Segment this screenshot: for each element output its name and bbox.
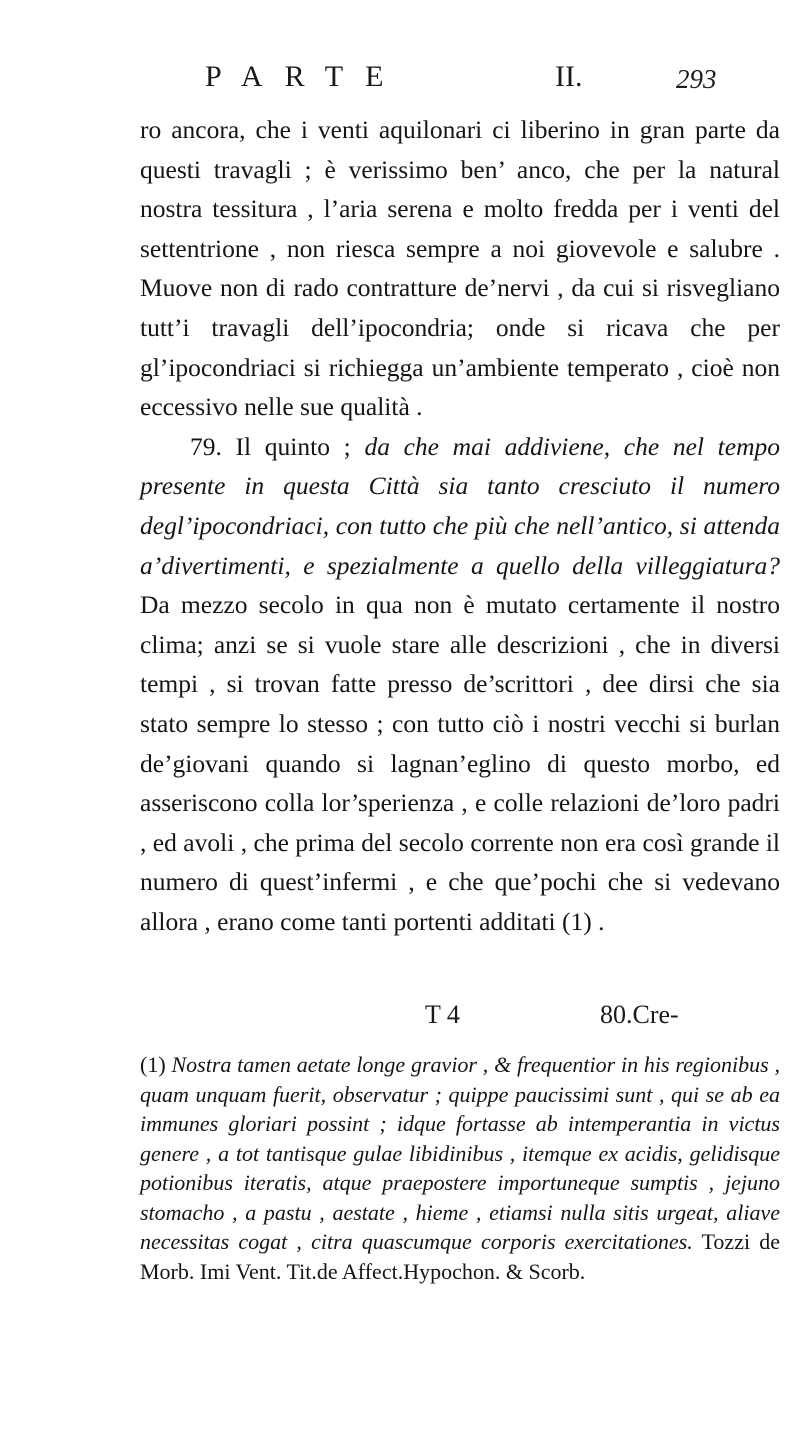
running-head-title: PARTE bbox=[205, 60, 406, 93]
paragraph-continued: ro ancora, che i venti aquilonari ci liberino in gran parte da questi travagli ; è verissimo ben’ anco, che per la natural nostra tessitura , l’aria serena e molto fredda per i venti del settentrione , non riesca sempre a noi giovevole e salubre . Muove non di rado contratture de’nervi , da cui si risvegliano tutt’i travagli dell’ipocondria; onde si ricava che per gl’ipocondriaci si richiegga un’ambiente temperato , cioè non eccessivo nelle sue qualità . bbox=[140, 115, 780, 422]
paragraph-number: 79. Il quinto ; bbox=[190, 431, 351, 461]
paragraph-79 bbox=[140, 427, 780, 942]
page-number: 293 bbox=[676, 64, 717, 94]
main-text bbox=[140, 110, 780, 941]
running-head-part: II. bbox=[555, 60, 583, 93]
signature-line bbox=[0, 1000, 800, 1036]
signature-mark: T 4 bbox=[425, 1000, 460, 1029]
catchword: 80.Cre- bbox=[600, 1000, 679, 1029]
footnote-latin-text: Nostra tamen aetate longe gravior , & frequentior in his regionibus , quam unquam fuerit, observatur ; quippe paucissimi sunt , qui se ab ea immunes gloriari possint ; idque fortasse ab intemperantia in victus genere , a tot tantisque gulae libidinibus , itemque ex acidis, gelidisque potionibus iteratis, atque praepostere importuneque sumptis , jejuno stomacho , a pastu , aestate , hieme , etiamsi nulla sitis urgeat, aliave necessitas cogat , citra quascumque corporis exercitationes. bbox=[140, 1052, 781, 1254]
footnote-reference: Tozzi de Morb. Imi Vent. Tit.de Affect.Hypochon. & Scorb. bbox=[140, 1229, 781, 1284]
running-head bbox=[0, 60, 800, 100]
footnote-marker: (1) bbox=[140, 1052, 166, 1077]
footnote bbox=[140, 1050, 780, 1286]
question-italic: da che mai addiviene, che nel tempo presente in questa Città sia tanto cresciuto il numero degl’ipocondriaci, con tutto che più che nell’antico, si attenda a’divertimenti, e spezialmente a quello della villeggiatura? bbox=[140, 431, 780, 580]
answer-text: Da mezzo secolo in qua non è mutato certamente il nostro clima; anzi se si vuole stare alle descrizioni , che in diversi tempi , si trovan fatte presso de’scrittori , dee dirsi che sia stato sempre lo stesso ; con tutto ciò i nostri vecchi si burlan de’giovani quando si lagnan’eglino di questo morbo, ed asseriscono colla lor’sperienza , e colle relazioni de’loro padri , ed avoli , che prima del secolo corrente non era così grande il numero di quest’infermi , e che que’pochi che si vedevano allora , erano come tanti portenti additati (1) . bbox=[140, 590, 780, 936]
